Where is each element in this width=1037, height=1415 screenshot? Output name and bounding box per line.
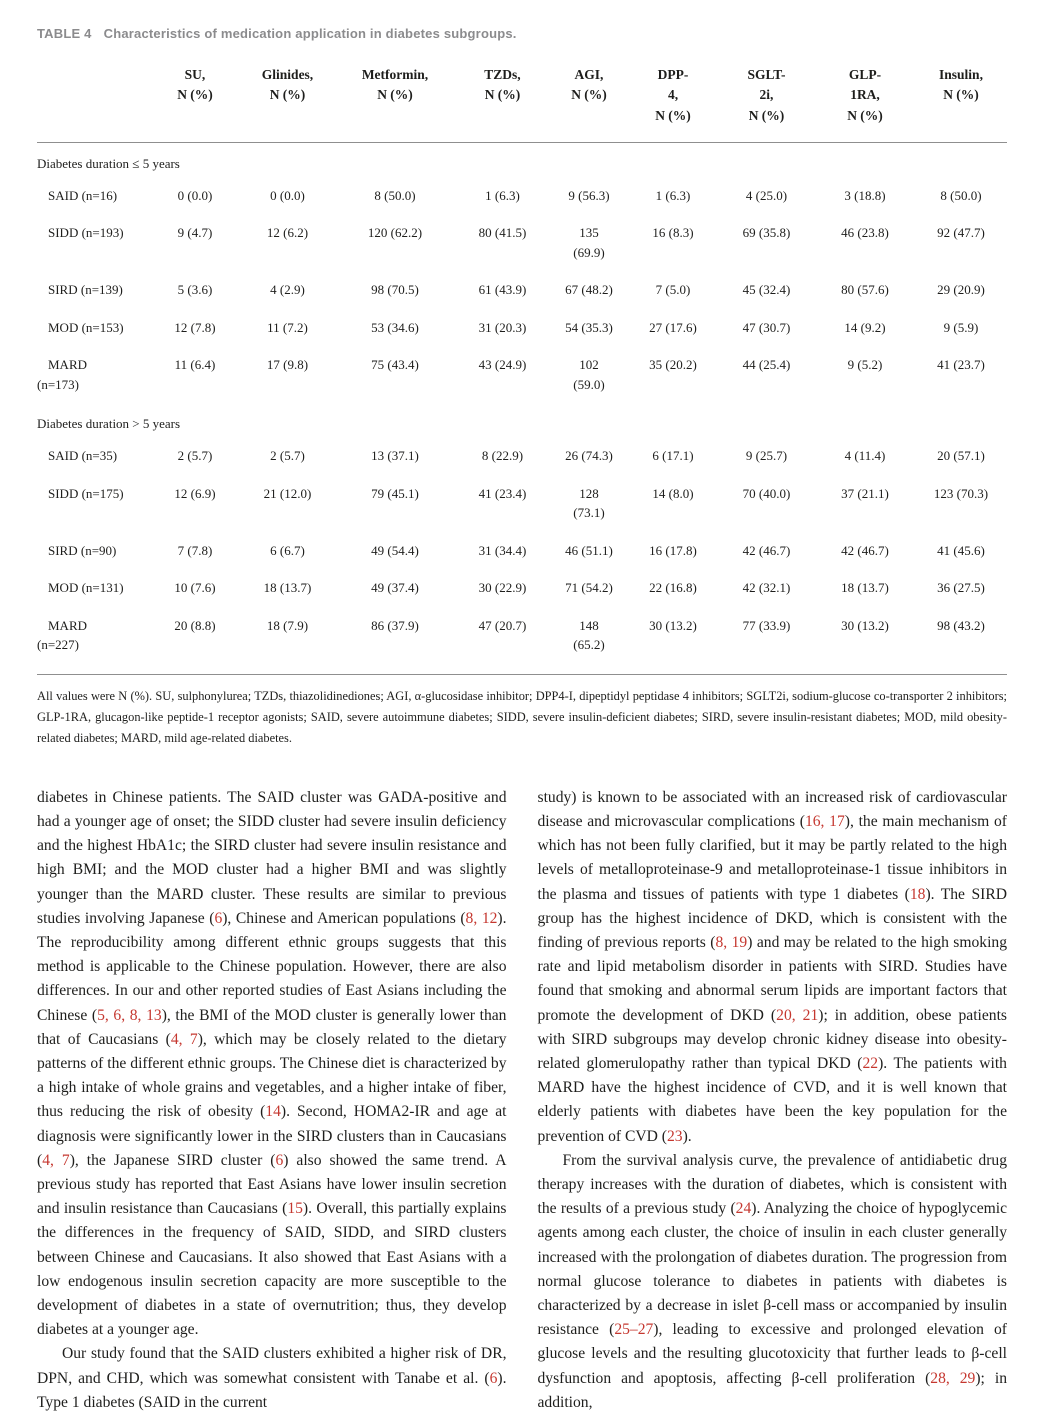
- table-cell: 42 (32.1): [742, 580, 791, 596]
- table-cell: 53 (34.6): [371, 319, 419, 335]
- table-cell: 27 (17.6): [649, 319, 697, 335]
- row-label: SIDD (n=193): [48, 225, 124, 241]
- text-run: ), Chinese and American populations (: [222, 909, 466, 927]
- text-run: ). Second, HOMA2-IR and age at diagnosis were significantly lower in the SIRD clusters than in Caucasians (: [37, 1103, 507, 1169]
- table-cell: 41 (23.7): [937, 357, 985, 373]
- reference-link[interactable]: 23: [667, 1127, 683, 1145]
- table-cell: 79 (45.1): [371, 485, 419, 501]
- table-footnote: All values were N (%). SU, sulphonylurea; TZDs, thiazolidinediones; AGI, α-glucosidase inhibitor; DPP4-I, dipeptidyl peptidase 4 inhibitors; SGLT2i, sodium-glucose co-transporter 2 inhibitors; GLP-1RA, glucagon-like peptide-1 receptor agonists; SAID, severe autoimmune diabetes; SIDD, severe insulin-deficient diabetes; SIRD, severe insulin-resistant diabetes; MOD, mild obesity-related diabetes; MARD, mild age-related diabetes.: [37, 688, 1007, 746]
- text-run: ); in addition, obese patients with SIRD subgroups may develop chronic kidney disease into obesity-related glomerulopathy rather than typical DKD (: [537, 1006, 1007, 1072]
- column-header: TZDs, N (%): [455, 65, 550, 142]
- table-cell: 36 (27.5): [937, 580, 985, 596]
- reference-link[interactable]: 22: [862, 1054, 879, 1072]
- table-cell: 12 (6.2): [266, 225, 309, 241]
- section-row: [37, 142, 1007, 177]
- table-cell: 9 (5.9): [943, 319, 979, 335]
- table-cell: 1 (6.3): [485, 187, 520, 203]
- table-cell: 49 (54.4): [371, 542, 419, 558]
- reference-link[interactable]: 4, 7: [170, 1030, 198, 1048]
- table-cell: 7 (7.8): [177, 542, 213, 558]
- reference-link[interactable]: 8, 19: [715, 933, 748, 951]
- text-run: ). Type 1 diabetes (SAID in the current: [37, 1369, 507, 1411]
- section-label: Diabetes duration ≤ 5 years: [37, 155, 180, 171]
- table-cell: 30 (13.2): [649, 617, 697, 633]
- table-cell: 4 (25.0): [745, 187, 788, 203]
- row-label: MARD (n=173): [37, 357, 88, 392]
- table-cell: 61 (43.9): [478, 282, 527, 298]
- table-cell: 14 (8.0): [652, 485, 694, 501]
- table-cell: 13 (37.1): [371, 448, 419, 464]
- table-cell: 92 (47.7): [937, 225, 985, 241]
- table-row: [37, 607, 1007, 664]
- table-cell: 9 (25.7): [745, 448, 788, 464]
- table4-block: [37, 26, 1007, 750]
- column-header: Glinides, N (%): [240, 65, 335, 142]
- table-cell: 46 (23.8): [841, 225, 889, 241]
- table-cell: 8 (50.0): [374, 187, 416, 203]
- table-cell: 2 (5.7): [177, 448, 213, 464]
- table-cell: 49 (37.4): [371, 580, 419, 596]
- text-run: From the survival analysis curve, the prevalence of antidiabetic drug therapy increases with the duration of diabetes, which is consistent with the results of a previous study (: [537, 1151, 1007, 1218]
- table-cell: 69 (35.8): [742, 225, 791, 241]
- table-cell: 10 (7.6): [174, 580, 216, 596]
- text-run: ). Overall, this partially explains the differences in the frequency of SAID, SIDD, and SIRD clusters between Chinese and Caucasians. It also showed that East Asians with a low endogenous insulin secretion capacity are more susceptible to the development of diabetes in a state of overnutrition; thus, they develop diabetes at a younger age.: [37, 1200, 507, 1339]
- row-label: SIRD (n=90): [48, 542, 117, 558]
- reference-link[interactable]: 8, 12: [465, 909, 498, 927]
- column-header-empty: [37, 65, 150, 142]
- table-cell: 8 (50.0): [940, 187, 982, 203]
- table-cell: 2 (5.7): [270, 448, 305, 464]
- table-cell: 11 (7.2): [267, 319, 308, 335]
- table-cell: 67 (48.2): [565, 282, 613, 298]
- table-cell: 1 (6.3): [655, 187, 691, 203]
- reference-link[interactable]: 20, 21: [776, 1006, 819, 1024]
- body-text: [37, 786, 1007, 1415]
- table-cell: 3 (18.8): [844, 187, 886, 203]
- table-cell: 20 (8.8): [174, 617, 216, 633]
- column-header: GLP- 1RA, N (%): [815, 65, 915, 142]
- table-body: [37, 142, 1007, 664]
- table-number: TABLE 4: [37, 26, 92, 41]
- table-cell: 0 (0.0): [177, 187, 213, 203]
- reference-link[interactable]: 24: [735, 1200, 752, 1218]
- table-cell: 16 (8.3): [652, 225, 694, 241]
- table-cell: 47 (30.7): [742, 319, 791, 335]
- table-cell: 5 (3.6): [177, 282, 213, 298]
- table-cell: 17 (9.8): [266, 357, 309, 373]
- table-cell: 77 (33.9): [742, 617, 791, 633]
- reference-link[interactable]: 25–27: [614, 1321, 654, 1339]
- column-header: AGI, N (%): [550, 65, 628, 142]
- table-cell: 70 (40.0): [742, 485, 791, 501]
- table-cell: 14 (9.2): [844, 319, 886, 335]
- table-cell: 98 (43.2): [937, 617, 985, 633]
- reference-link[interactable]: 16, 17: [804, 812, 845, 830]
- table-cell: 31 (34.4): [478, 542, 527, 558]
- table-cell: 44 (25.4): [742, 357, 791, 373]
- text-run: ). Analyzing the choice of hypoglycemic agents among each cluster, the choice of insulin in each cluster generally increased with the prolongation of diabetes duration. The progression from normal glucose tolerance to diabetes in patients with diabetes is characterized by a decrease in islet β-cell mass or accompanied by insulin resistance (: [537, 1200, 1007, 1339]
- column-header: Insulin, N (%): [915, 65, 1007, 142]
- table-header-row: [37, 65, 1007, 142]
- row-label: MOD (n=131): [48, 580, 124, 596]
- reference-link[interactable]: 15: [287, 1200, 303, 1218]
- text-run: ); in addition,: [537, 1369, 1007, 1411]
- table-row: [37, 309, 1007, 347]
- text-run: ). The reproducibility among different ethnic groups suggests that this method is applicable to the Chinese population. However, there are also differences. In our and other reported studies of East Asians including the Chinese (: [37, 909, 507, 1024]
- table-cell: 54 (35.3): [565, 319, 613, 335]
- table-cell: 148 (65.2): [573, 617, 605, 653]
- table-cell: 21 (12.0): [263, 485, 312, 501]
- body-left-column: [37, 786, 507, 1415]
- medication-table: [37, 65, 1007, 664]
- reference-link[interactable]: 4, 7: [42, 1151, 70, 1169]
- text-run: ), which may be closely related to the dietary patterns of the different ethnic groups. The Chinese diet is characterized by a high intake of whole grains and vegetables, and a higher intake of fiber, thus reducing the risk of obesity (: [37, 1030, 507, 1121]
- body-right-column: [538, 786, 1008, 1415]
- table-cell: 22 (16.8): [649, 580, 697, 596]
- reference-link[interactable]: 6: [214, 909, 223, 927]
- text-run: ), the BMI of the MOD cluster is generally lower than that of Caucasians (: [37, 1006, 507, 1048]
- row-label: SAID (n=35): [48, 448, 118, 464]
- text-run: ). The patients with MARD have the highest incidence of CVD, and it is well known that elderly patients with diabetes have been the key population for the prevention of CVD (: [537, 1054, 1007, 1145]
- reference-link[interactable]: 18: [909, 885, 926, 903]
- table-cell: 18 (13.7): [841, 580, 889, 596]
- table-cell: 9 (56.3): [568, 187, 610, 203]
- table-cell: 9 (5.2): [847, 357, 883, 373]
- table-cell: 4 (11.4): [844, 448, 886, 464]
- table-cell: 4 (2.9): [270, 282, 305, 298]
- text-run: ) also showed the same trend. A previous study has reported that East Asians have lower insulin secretion and insulin resistance than Caucasians (: [37, 1151, 507, 1218]
- table-cell: 80 (41.5): [478, 225, 527, 241]
- column-header: Metformin, N (%): [335, 65, 455, 142]
- row-label: MARD (n=227): [37, 617, 88, 653]
- table-cell: 12 (6.9): [174, 485, 216, 501]
- table-row: [37, 177, 1007, 215]
- table-cell: 86 (37.9): [371, 617, 419, 633]
- row-label: SIRD (n=139): [48, 282, 123, 298]
- table-cell: 20 (57.1): [937, 448, 985, 464]
- table-row: [37, 214, 1007, 271]
- table-cell: 7 (5.0): [655, 282, 691, 298]
- table-cell: 18 (13.7): [263, 580, 312, 596]
- reference-link[interactable]: 28, 29: [930, 1369, 976, 1387]
- table-cell: 6 (6.7): [270, 542, 305, 558]
- table-cell: 29 (20.9): [937, 282, 985, 298]
- table-cell: 9 (4.7): [177, 225, 213, 241]
- text-run: Our study found that the SAID clusters exhibited a higher risk of DR, DPN, and CHD, which was somewhat consistent with Tanabe et al. (: [37, 1345, 507, 1387]
- reference-link[interactable]: 6: [489, 1369, 498, 1387]
- table-cell: 8 (22.9): [481, 448, 524, 464]
- row-label: SAID (n=16): [48, 187, 118, 203]
- table-cell: 6 (17.1): [652, 448, 694, 464]
- table-cell: 123 (70.3): [933, 485, 989, 501]
- table-cell: 80 (57.6): [841, 282, 889, 298]
- table-cell: 37 (21.1): [841, 485, 889, 501]
- table-cell: 26 (74.3): [565, 448, 613, 464]
- column-header: SGLT- 2i, N (%): [718, 65, 815, 142]
- table-cell: 41 (23.4): [478, 485, 527, 501]
- table-cell: 18 (7.9): [266, 617, 309, 633]
- table-cell: 47 (20.7): [478, 617, 527, 633]
- table-cell: 120 (62.2): [367, 225, 423, 241]
- table-row: [37, 346, 1007, 403]
- table-cell: 128 (73.1): [573, 485, 605, 521]
- table-cell: 30 (13.2): [841, 617, 889, 633]
- paragraph: [538, 1149, 1008, 1415]
- paragraph: [37, 786, 507, 1343]
- text-run: ) and may be related to the high smoking rate and lipid metabolism disorder in patients with SIRD. Studies have found that smoking and abnormal serum lipids are important factors that promote the development of DKD (: [537, 933, 1008, 1024]
- paragraph: [538, 786, 1008, 1149]
- reference-link[interactable]: 5, 6, 8, 13: [97, 1006, 162, 1024]
- table-row: [37, 475, 1007, 532]
- table-cell: 35 (20.2): [649, 357, 697, 373]
- column-header: SU, N (%): [150, 65, 240, 142]
- table-cell: 12 (7.8): [174, 319, 216, 335]
- text-run: ). The SIRD group has the highest incidence of DKD, which is consistent with the finding of previous reports (: [537, 885, 1007, 951]
- table-cell: 71 (54.2): [565, 580, 613, 596]
- table-title: [37, 26, 1007, 41]
- table-container: [37, 65, 1007, 675]
- reference-link[interactable]: 6: [275, 1151, 284, 1169]
- table-cell: 30 (22.9): [478, 580, 527, 596]
- table-row: [37, 532, 1007, 570]
- text-run: ), leading to excessive and prolonged elevation of glucose levels and the resulting glucotoxicity that further leads to β-cell dysfunction and apoptosis, affecting β-cell proliferation (: [537, 1321, 1007, 1387]
- section-label: Diabetes duration > 5 years: [37, 416, 181, 432]
- table-cell: 11 (6.4): [174, 357, 216, 373]
- table-cell: 43 (24.9): [478, 357, 527, 373]
- text-run: diabetes in Chinese patients. The SAID cluster was GADA-positive and had a younger age of onset; the SIDD cluster had severe insulin deficiency and the highest HbA1c; the SIRD cluster had severe insulin resistance and high BMI; and the MOD cluster had a higher BMI and was slightly younger than the MARD cluster. These results are similar to previous studies involving Japanese (: [37, 788, 507, 927]
- text-run: ), the main mechanism of which has not been fully clarified, but it may be partly related to the high levels of metalloproteinase-9 and metalloproteinase-1 tissue inhibitors in the plasma and tissues of patients with type 1 diabetes (: [537, 812, 1007, 903]
- row-label: MOD (n=153): [48, 319, 124, 335]
- text-run: ).: [682, 1127, 692, 1145]
- table-cell: 16 (17.8): [649, 542, 697, 558]
- table-row: [37, 271, 1007, 309]
- text-run: ), the Japanese SIRD cluster (: [69, 1151, 276, 1169]
- table-row: [37, 569, 1007, 607]
- table-cell: 42 (46.7): [841, 542, 889, 558]
- table-cell: 31 (20.3): [478, 319, 527, 335]
- table-cell: 0 (0.0): [270, 187, 305, 203]
- table-cell: 45 (32.4): [742, 282, 791, 298]
- column-header: DPP- 4, N (%): [628, 65, 718, 142]
- row-label: SIDD (n=175): [48, 485, 124, 501]
- table-row: [37, 437, 1007, 475]
- table-cell: 102 (59.0): [573, 357, 605, 392]
- reference-link[interactable]: 14: [265, 1103, 281, 1121]
- table-cell: 135 (69.9): [573, 225, 605, 260]
- text-run: study) is known to be associated with an increased risk of cardiovascular disease and microvascular complications (: [537, 788, 1007, 830]
- paragraph: [37, 1342, 507, 1415]
- table-cell: 46 (51.1): [565, 542, 613, 558]
- table-cell: 42 (46.7): [742, 542, 791, 558]
- table-cell: 98 (70.5): [371, 282, 419, 298]
- section-row: [37, 403, 1007, 437]
- table-cell: 41 (45.6): [937, 542, 985, 558]
- table-caption: Characteristics of medication application in diabetes subgroups.: [103, 26, 517, 41]
- table-cell: 75 (43.4): [371, 357, 419, 373]
